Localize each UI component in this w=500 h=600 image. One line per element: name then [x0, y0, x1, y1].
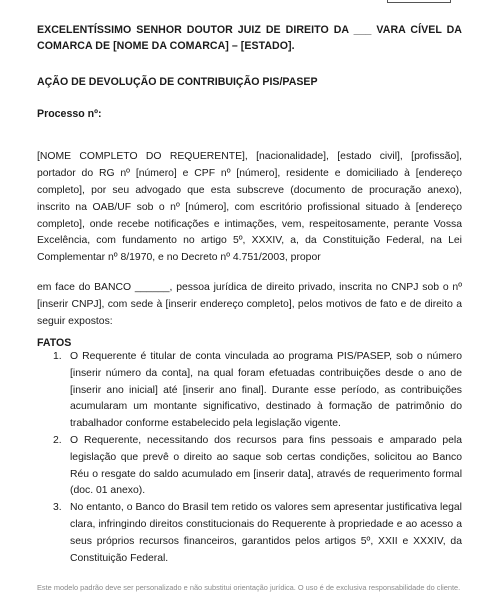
fact-item — [37, 500, 462, 567]
disclaimer-footnote: Este modelo padrão deve ser personalizado e não substitui orientação jurídica. O uso é de exclusiva responsabilidade do cliente. — [37, 583, 461, 592]
header-box — [387, 0, 451, 3]
court-addressing-heading: EXCELENTÍSSIMO SENHOR DOUTOR JUIZ DE DIREITO DA ___ VARA CÍVEL DA COMARCA DE [NOME DA COMARCA] – [ESTADO]. — [37, 24, 462, 52]
facts-list — [37, 349, 462, 567]
fact-text: O Requerente, necessitando dos recursos para fins pessoais e amparado pela legislação que prevê o direito ao saque sob certas condições, solicitou ao Banco Réu o resgate do saldo acumulado em [inserir data], através de requerimento formal (doc. 01 anexo). — [70, 434, 462, 497]
fact-number: 2. — [53, 434, 62, 446]
plaintiff-qualification-paragraph: [NOME COMPLETO DO REQUERENTE], [nacionalidade], [estado civil], [profissão], portador do RG nº [número] e CPF nº [número], residente e domiciliado à [endereço completo], por seu advogado que esta subscreve (documento de procuração anexo), inscrito na OAB/UF sob o nº [número], com escritório profissional situado à [endereço completo], onde recebe notificações e intimações, vem, respeitosamente, perante Vossa Excelência, com fundamento no artigo 5º, XXXIV, a, da Constituição Federal, na Lei Complementar nº 8/1970, e no Decreto nº 4.751/2003, propor — [37, 151, 462, 264]
fact-text: No entanto, o Banco do Brasil tem retido os valores sem apresentar justificativa legal clara, infringindo direitos constitucionais do Requerente à propriedade e ao acesso a seus próprios recursos financeiros, garantidos pelos artigos 5º, XXII e XXXIV, da Constituição Federal. — [70, 502, 462, 564]
fact-item — [37, 433, 462, 500]
process-number-label: Processo nº: — [37, 108, 102, 120]
fact-number: 1. — [53, 351, 62, 362]
defendant-paragraph: em face do BANCO ______, pessoa jurídica de direito privado, inscrita no CNPJ sob o nº [inserir CNPJ], com sede à [inserir endereço completo], pelos motivos de fato e de direito a seguir expostos: — [37, 282, 462, 327]
fact-item — [37, 349, 462, 433]
fact-number: 3. — [53, 502, 62, 514]
facts-heading: FATOS — [37, 337, 72, 349]
fact-text: O Requerente é titular de conta vinculada ao programa PIS/PASEP, sob o número [inserir número da conta], na qual foram efetuadas contribuições desde o ano de [inserir ano inicial] até [inserir ano final]. Durante esse período, as contribuições acumularam um montante significativo, destinado à formação de patrimônio do trabalhador conforme estabelecido pela legislação vigente. — [70, 351, 462, 430]
action-title: AÇÃO DE DEVOLUÇÃO DE CONTRIBUIÇÃO PIS/PASEP — [37, 76, 318, 88]
